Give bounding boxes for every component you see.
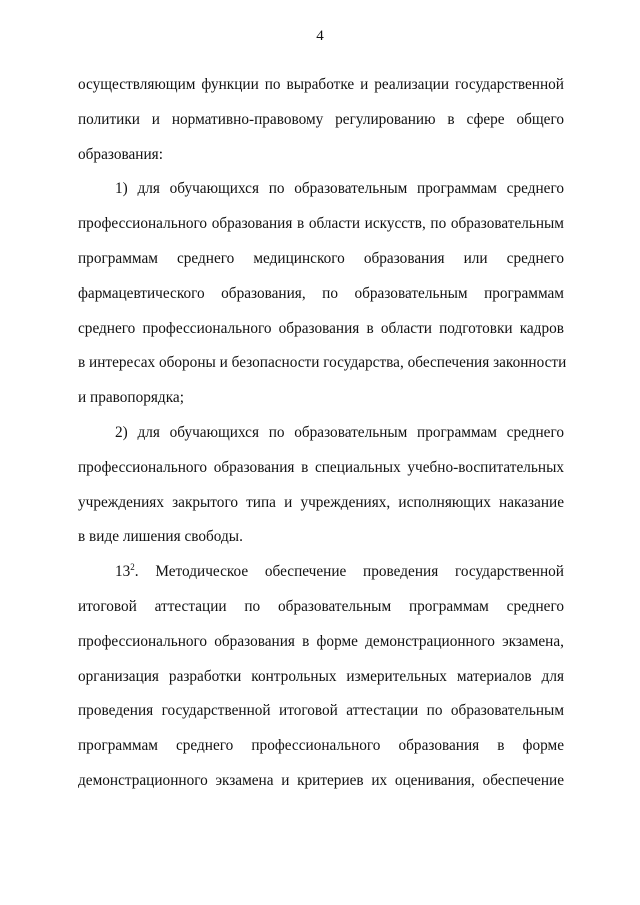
- text-line: 2) для обучающихся по образовательным программам среднего: [115, 423, 564, 441]
- text-line: осуществляющим функции по выработке и реализации государственной: [78, 76, 564, 93]
- text-line: программам среднего профессионального образования в форме: [78, 737, 564, 755]
- list-item-1: [78, 172, 567, 416]
- text-line: в виде лишения свободы.: [78, 528, 243, 546]
- list-item-2: [78, 416, 564, 555]
- text-line: демонстрационного экзамена и критериев их оценивания, обеспечение: [78, 771, 564, 789]
- text-line: программам среднего медицинского образования или среднего: [78, 249, 564, 267]
- text-line: образования:: [78, 145, 163, 163]
- clause-13-2: [78, 555, 564, 799]
- text-line: учреждениях закрытого типа и учреждениях, исполняющих наказание: [78, 493, 564, 511]
- clause-superscript: 2: [130, 562, 135, 573]
- text-line: проведения государственной итоговой аттестации по образовательным: [78, 702, 564, 720]
- page-number: 4: [316, 28, 324, 44]
- text-line: итоговой аттестации по образовательным программам среднего: [78, 597, 564, 615]
- text-line: организация разработки контрольных измерительных материалов для: [78, 667, 564, 685]
- text-line: и правопорядка;: [78, 389, 184, 407]
- text-line: в интересах обороны и безопасности государства, обеспечения законности: [78, 354, 567, 372]
- text-line: фармацевтического образования, по образовательным программам: [78, 284, 564, 302]
- paragraph-continuation: [78, 68, 564, 172]
- text-line: профессионального образования в специальных учебно-воспитательных: [78, 458, 564, 476]
- text-line: профессионального образования в области искусств, по образовательным: [78, 215, 564, 233]
- clause-number: 13: [115, 563, 131, 581]
- text-line: среднего профессионального образования в области подготовки кадров: [78, 319, 564, 337]
- text-line: политики и нормативно-правовому регулированию в сфере общего: [78, 110, 564, 128]
- clause-first-line-text: . Методическое обеспечение проведения государственной: [134, 563, 564, 581]
- text-line: [78, 555, 564, 590]
- text-line: 1) для обучающихся по образовательным программам среднего: [115, 180, 564, 198]
- document-body: [78, 68, 567, 799]
- text-line: профессионального образования в форме демонстрационного экзамена,: [78, 632, 564, 650]
